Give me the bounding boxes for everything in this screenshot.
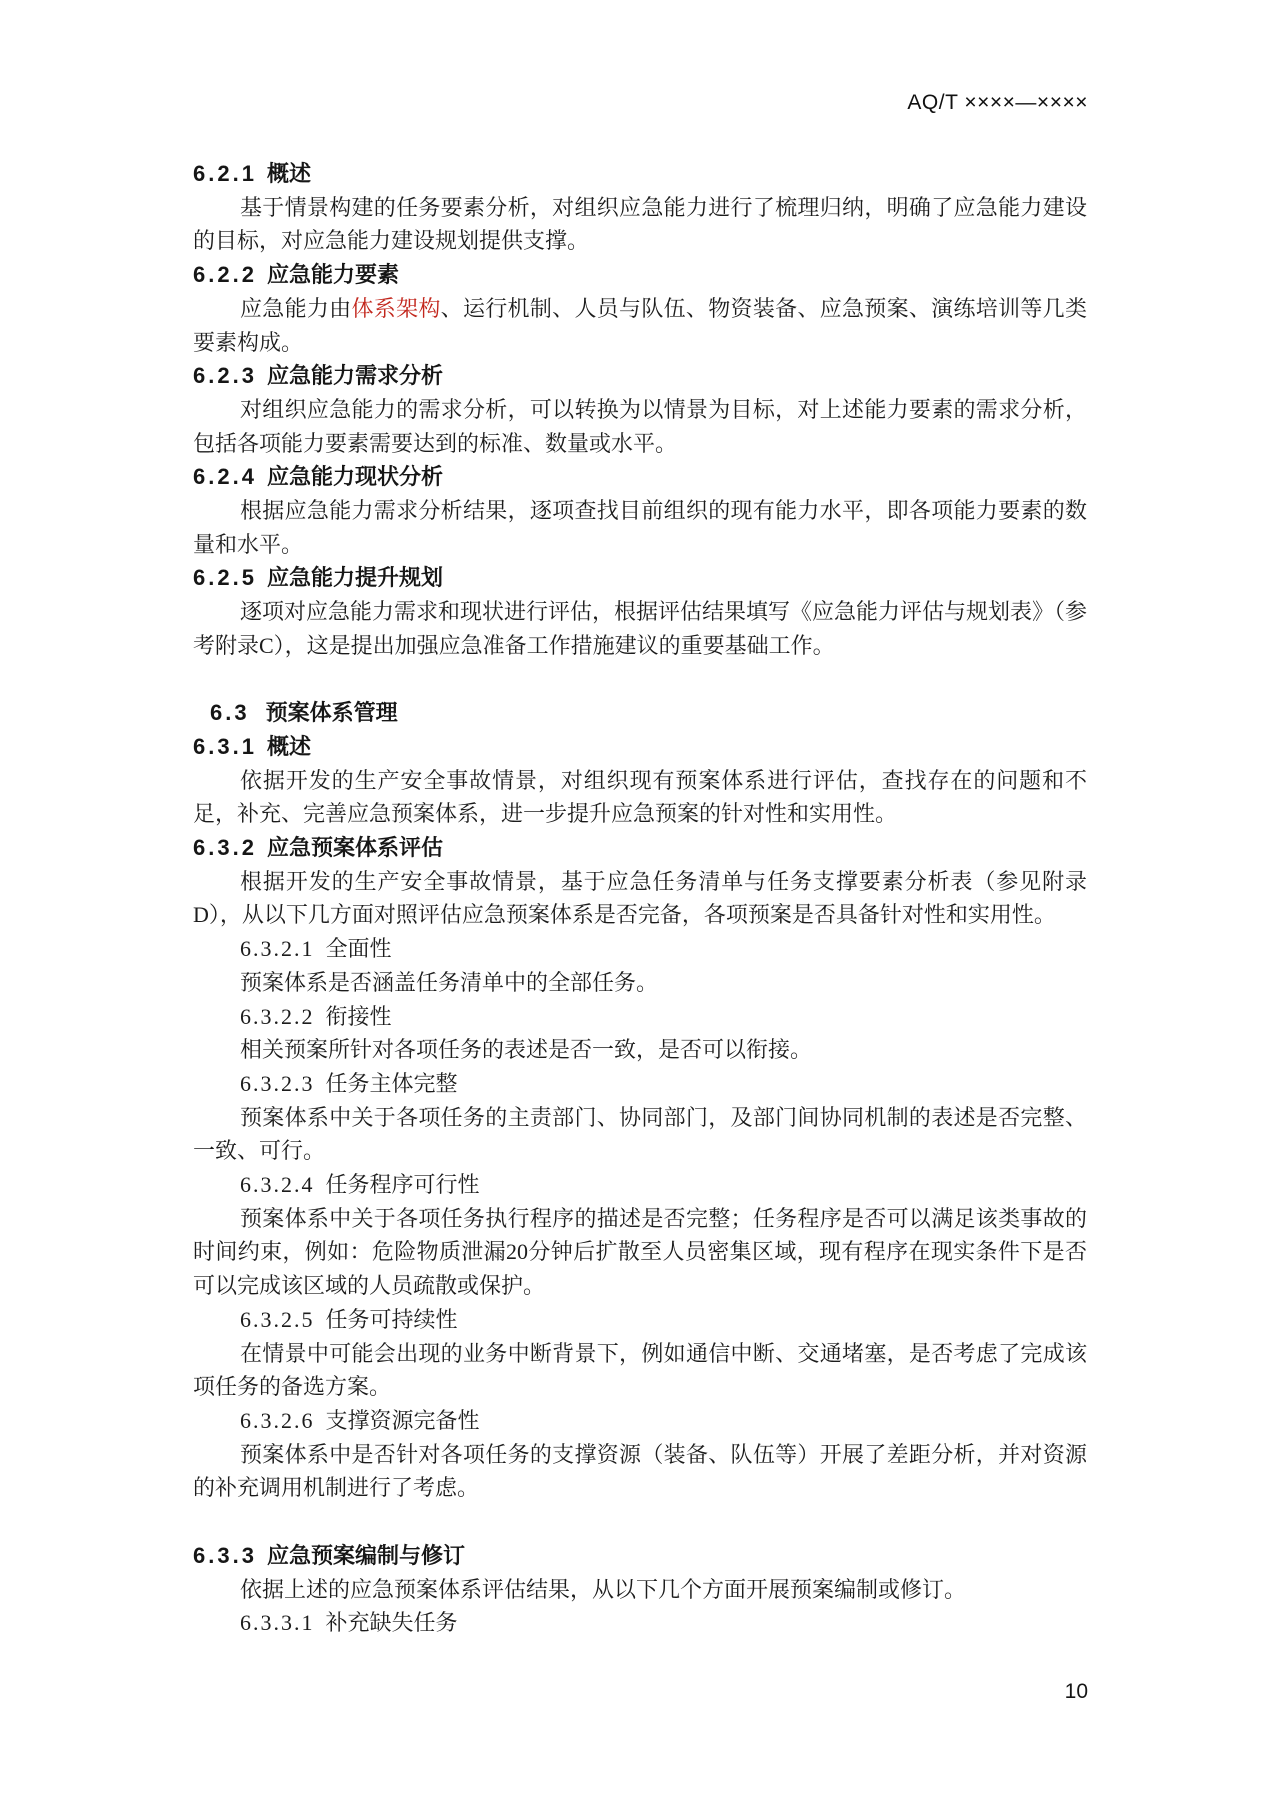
heading-6-3-2-2 [193,1000,1087,1034]
heading-6-2-2 [193,258,1087,292]
heading-title: 任务主体完整 [325,1070,458,1096]
heading-number: 6.2.2 [193,262,257,288]
heading-title: 应急能力提升规划 [266,565,443,591]
paragraph-6-2-4: 根据应急能力需求分析结果，逐项查找目前组织的现有能力水平，即各项能力要素的数量和水平。 [193,498,1087,557]
heading-number: 6.2.5 [193,565,257,591]
document-body [193,157,1087,1640]
highlighted-red-text: 体系架构 [351,295,441,321]
heading-6-2-3 [193,359,1087,393]
heading-number: 6.3.2.5 [240,1306,315,1332]
heading-6-3-2-6 [193,1404,1087,1438]
heading-number: 6.2.4 [193,464,257,490]
heading-6-3 [210,696,1087,730]
heading-number: 6.2.1 [193,161,257,186]
paragraph-6-3-3: 依据上述的应急预案体系评估结果，从以下几个方面开展预案编制或修订。 [240,1576,967,1602]
heading-6-3-2-1 [193,932,1087,966]
heading-title: 全面性 [325,936,392,962]
heading-title: 应急能力现状分析 [266,464,443,490]
paragraph-6-3-2-1: 预案体系是否涵盖任务清单中的全部任务。 [240,969,659,995]
heading-number: 6.3.2.1 [240,936,315,962]
paragraph-6-3-2: 根据开发的生产安全事故情景，基于应急任务清单与任务支撑要素分析表（参见附录D），从以下几方面对照评估应急预案体系是否完备，各项预案是否具备针对性和实用性。 [193,868,1087,928]
heading-6-2-5 [193,561,1087,595]
heading-6-2-1 [193,157,1087,191]
paragraph-6-2-5: 逐项对应急能力需求和现状进行评估，根据评估结果填写《应急能力评估与规划表》（参考附录C），这是提出加强应急准备工作措施建议的重要基础工作。 [193,599,1088,658]
heading-title: 概述 [266,733,311,759]
heading-title: 应急能力需求分析 [266,363,443,389]
heading-6-3-1 [193,730,1087,764]
running-header: AQ/T ××××—×××× [907,91,1088,114]
heading-number: 6.3.1 [193,733,257,759]
heading-title: 应急预案编制与修订 [266,1542,465,1568]
paragraph-6-2-1: 基于情景构建的任务要素分析，对组织应急能力进行了梳理归纳，明确了应急能力建设的目标，对应急能力建设规划提供支撑。 [193,194,1087,254]
heading-6-3-3-1 [193,1606,1087,1640]
heading-number: 6.3.3 [193,1542,257,1568]
heading-number: 6.3.2.3 [240,1070,315,1096]
heading-number: 6.3.2.4 [240,1172,315,1198]
heading-6-3-2 [193,831,1087,865]
paragraph-6-3-2-5: 在情景中可能会出现的业务中断背景下，例如通信中断、交通堵塞，是否考虑了完成该项任务的备选方案。 [193,1340,1087,1400]
heading-number: 6.3 [210,700,250,726]
heading-6-3-3 [193,1539,1087,1573]
heading-title: 任务可持续性 [325,1306,458,1332]
paragraph-6-3-2-6: 预案体系中是否针对各项任务的支撑资源（装备、队伍等）开展了差距分析，并对资源的补充调用机制进行了考虑。 [193,1441,1087,1501]
heading-title: 支撑资源完备性 [325,1408,480,1433]
paragraph-6-3-2-3: 预案体系中关于各项任务的主责部门、协同部门，及部门间协同机制的表述是否完整、一致、可行。 [193,1104,1087,1164]
heading-title: 应急预案体系评估 [266,835,443,861]
heading-6-3-2-5 [193,1303,1087,1337]
heading-number: 6.3.2.2 [240,1003,315,1029]
paragraph-6-2-3: 对组织应急能力的需求分析，可以转换为以情景为目标，对上述能力要素的需求分析，包括各项能力要素需要达到的标准、数量或水平。 [193,396,1087,456]
paragraph-text: 、运行机制、人员与队伍、物资装备、应急预案、演练培训等几类要素构成。 [193,295,1087,355]
heading-title: 补充缺失任务 [325,1610,458,1636]
heading-number: 6.3.2 [193,835,257,861]
heading-title: 任务程序可行性 [325,1172,480,1198]
heading-6-2-4 [193,460,1087,494]
heading-title: 应急能力要素 [266,262,399,288]
paragraph-6-3-2-4: 预案体系中关于各项任务执行程序的描述是否完整；任务程序是否可以满足该类事故的时间约束，例如：危险物质泄漏20分钟后扩散至人员密集区域，现有程序在现实条件下是否可以完成该区域的人员疏散或保护。 [193,1205,1087,1299]
heading-6-3-2-3 [193,1067,1087,1101]
paragraph-6-2-2 [193,292,1087,359]
paragraph-6-3-1: 依据开发的生产安全事故情景，对组织现有预案体系进行评估，查找存在的问题和不足，补充、完善应急预案体系，进一步提升应急预案的针对性和实用性。 [193,767,1087,827]
page-number: 10 [1064,1680,1088,1703]
vertical-space [193,663,1087,697]
heading-title: 衔接性 [325,1003,392,1029]
heading-title: 概述 [266,161,311,186]
vertical-space [193,1505,1087,1539]
heading-number: 6.3.2.6 [240,1408,315,1433]
heading-title: 预案体系管理 [265,700,398,726]
paragraph-text: 应急能力由 [240,295,352,321]
paragraph-6-3-2-2: 相关预案所针对各项任务的表述是否一致，是否可以衔接。 [240,1037,813,1063]
heading-number: 6.2.3 [193,363,257,389]
heading-6-3-2-4 [193,1168,1087,1202]
heading-number: 6.3.3.1 [240,1610,315,1636]
